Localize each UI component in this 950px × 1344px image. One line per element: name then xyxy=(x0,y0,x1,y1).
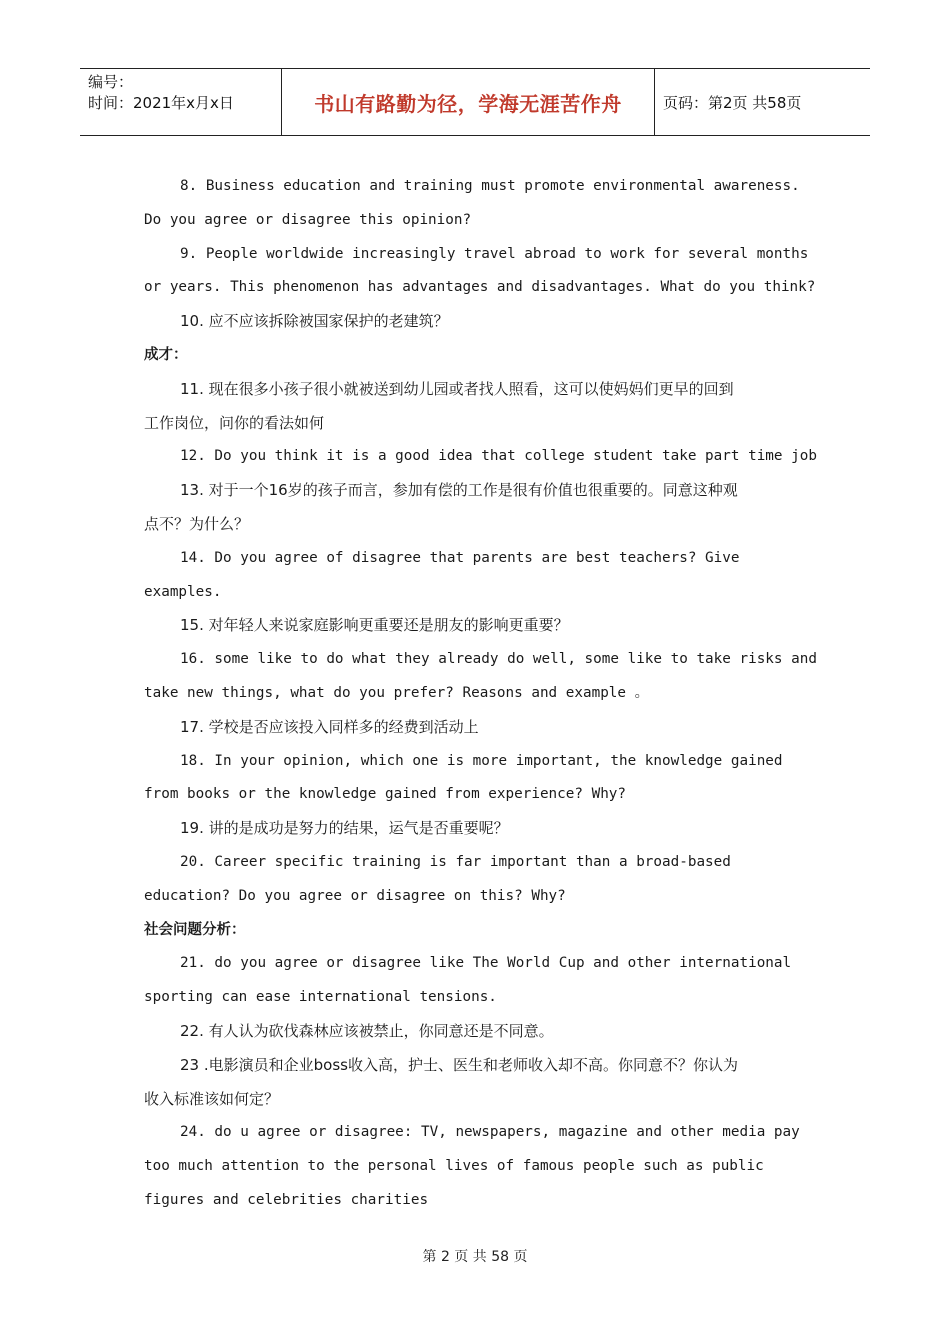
header-meta xyxy=(80,69,282,135)
text-line: 17. 学校是否应该投入同样多的经费到活动上 xyxy=(180,717,479,736)
text-line: 24. do u agree or disagree: TV, newspapers, magazine and other media pay xyxy=(180,1124,800,1141)
text-line: 20. Career specific training is far important than a broad-based xyxy=(180,853,731,870)
text-line: 18. In your opinion, which one is more important, the knowledge gained xyxy=(180,752,783,769)
text-line: 11. 现在很多小孩子很小就被送到幼儿园或者找人照看，这可以使妈妈们更早的回到 xyxy=(180,379,734,398)
document-body xyxy=(144,170,817,1218)
text-line: 收入标准该如何定？ xyxy=(144,1089,280,1108)
text-line: 22. 有人认为砍伐森林应该被禁止，你同意还是不同意。 xyxy=(180,1021,554,1040)
text-line: from books or the knowledge gained from experience? Why? xyxy=(144,786,627,803)
text-line: education? Do you agree or disagree on this? Why? xyxy=(144,887,566,904)
text-line: sporting can ease international tensions. xyxy=(144,989,497,1006)
text-line: 点不？为什么？ xyxy=(144,514,250,533)
text-line: 23 .电影演员和企业boss收入高，护士、医生和老师收入却不高。你同意不？你认为 xyxy=(180,1055,738,1074)
text-line: 21. do you agree or disagree like The World Cup and other international xyxy=(180,955,792,972)
number-label: 编号： xyxy=(88,73,134,91)
text-line: or years. This phenomenon has advantages and disadvantages. What do you think? xyxy=(144,279,816,296)
text-line: 14. Do you agree of disagree that parents are best teachers? Give xyxy=(180,549,740,566)
text-line: 12. Do you think it is a good idea that college student take part time job xyxy=(180,448,817,465)
time-label: 时间：2021年x月x日 xyxy=(88,94,234,112)
text-line: 9. People worldwide increasingly travel abroad to work for several months xyxy=(180,245,809,262)
page-footer: 第 2 页 共 58 页 xyxy=(422,1249,528,1265)
text-line: too much attention to the personal lives of famous people such as public xyxy=(144,1158,764,1175)
header-page-label: 页码：第2页 共58页 xyxy=(663,93,802,112)
text-line: 10. 应不应该拆除被国家保护的老建筑？ xyxy=(180,312,449,331)
text-line: 16. some like to do what they already do well, some like to take risks and xyxy=(180,651,817,668)
text-line: figures and celebrities charities xyxy=(144,1191,429,1208)
text-line: 13. 对于一个16岁的孩子而言，参加有偿的工作是很有价值也很重要的。同意这种观 xyxy=(180,481,738,500)
section-heading: 成才： xyxy=(144,346,188,363)
text-line: examples. xyxy=(144,583,222,600)
text-line: 8. Business education and training must promote environmental awareness. xyxy=(180,178,800,194)
header-motto: 书山有路勤为径，学海无涯苦作舟 xyxy=(281,69,655,135)
section-heading: 社会问题分析： xyxy=(144,921,246,938)
text-line: Do you agree or disagree this opinion? xyxy=(144,211,472,228)
text-line: 15. 对年轻人来说家庭影响更重要还是朋友的影响更重要？ xyxy=(180,616,569,635)
text-line: 工作岗位，问你的看法如何 xyxy=(144,413,325,432)
text-line: 19. 讲的是成功是努力的结果，运气是否重要呢？ xyxy=(180,819,509,838)
text-line: take new things, what do you prefer? Reasons and example 。 xyxy=(144,684,649,701)
page-header xyxy=(80,68,870,136)
